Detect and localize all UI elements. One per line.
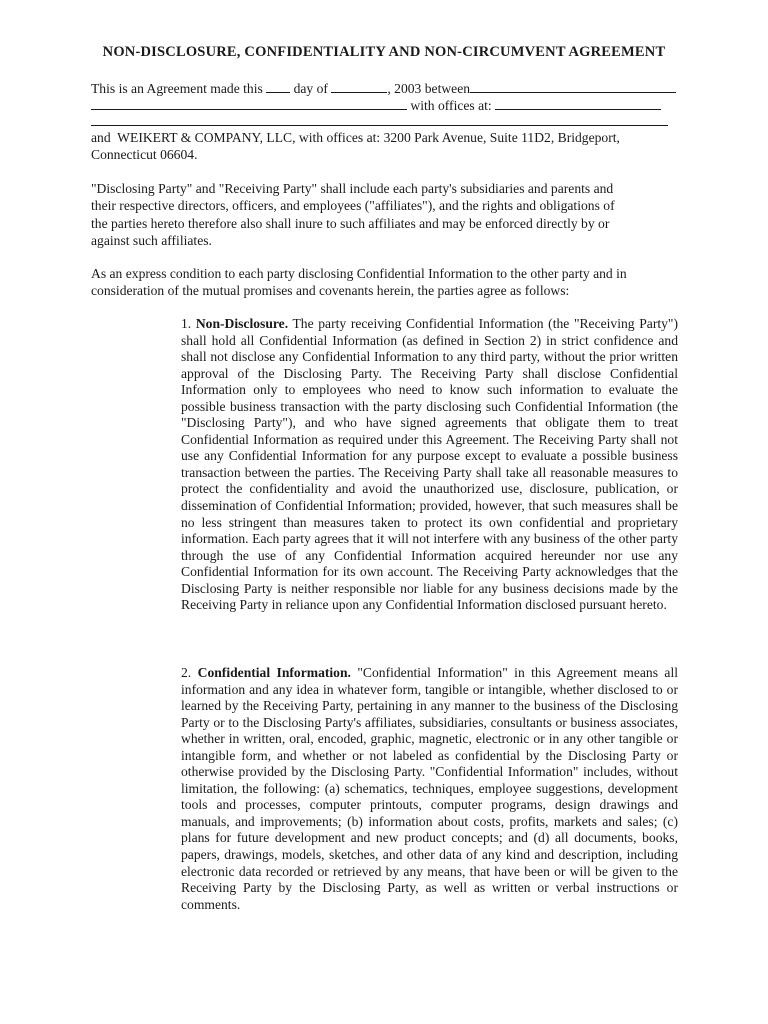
paragraph-line: As an express condition to each party disclosing Confidential Information to the other party and in [91, 266, 627, 281]
section-heading: Confidential Information. [197, 665, 351, 680]
month-blank [331, 80, 387, 93]
section-heading: Non-Disclosure. [195, 316, 289, 331]
section-number: 2. [181, 665, 192, 680]
paragraph-line: the parties hereto therefore also shall inure to such affiliates and may be enforced directly by or [91, 215, 610, 231]
intro-paragraph [91, 80, 679, 115]
address-blank-line [91, 125, 668, 126]
party-line-blank [91, 97, 407, 110]
weikert-line-1: and WEIKERT & COMPANY, LLC, with offices at: 3200 Park Avenue, Suite 11D2, Bridgeport, [91, 130, 620, 145]
section-body: The party receiving Confidential Information (the "Receiving Party") shall hold all Confidential Information (as defined in Section 2) in strict confidence and shall not disclose any Confidential Information to any third party, without the prior written approval of the Disclosing Party. The Receiving Party shall disclose Confidential Information only to employees who need to know such information to evaluate the possible business transaction with the party disclosing such Confidential Information (the "Disclosing Party"), and who have signed agreements that obligate them to treat Confidential Information as required under this Agreement. The Receiving Party shall not use any Confidential Information for any purpose except to evaluate a possible business transaction between the parties. The Receiving Party shall take all reasonable measures to protect the confidentiality and avoid the unauthorized use, disclosure, publication, or dissemination of Confidential Information; provided, however, that such measures shall be no less stringent than measures taken to protect its own confidential and proprietary information. Each party agrees that it will not interfere with any business of the other party through the use of any Confidential Information acquired hereunder nor use any Confidential Information for its own account. The Receiving Party acknowledges that the Disclosing Party is neither responsible nor liable for any business decisions made by the Receiving Party in reliance upon any Confidential Information disclosed pursuant hereto. [181, 316, 679, 613]
offices-blank [495, 97, 661, 110]
paragraph-line: consideration of the mutual promises and covenants herein, the parties agree as follows: [91, 283, 570, 299]
party-name-blank [470, 80, 676, 93]
section-number: 1. [181, 316, 192, 331]
intro-line-2 [91, 97, 679, 114]
weikert-paragraph [91, 129, 679, 164]
condition-paragraph [91, 265, 679, 300]
page-title: NON-DISCLOSURE, CONFIDENTIALITY AND NON-CIRCUMVENT AGREEMENT [102, 44, 666, 60]
day-blank [266, 80, 290, 93]
section-confidential-information [181, 665, 678, 913]
intro-text-offices: with offices at: [410, 98, 492, 114]
intro-text-made-this: This is an Agreement made this [91, 81, 263, 96]
intro-line-1 [91, 80, 679, 97]
paragraph-line: "Disclosing Party" and "Receiving Party" shall include each party's subsidiaries and parents and [91, 181, 614, 196]
paragraph-line: their respective directors, officers, and employees ("affiliates"), and the rights and obligations of [91, 198, 615, 214]
parties-paragraph [91, 180, 679, 249]
paragraph-line: against such affiliates. [91, 232, 212, 248]
section-non-disclosure [181, 316, 678, 614]
intro-text-day-of: day of [293, 81, 328, 96]
intro-text-year: , 2003 between [387, 81, 471, 96]
weikert-line-2: Connecticut 06604. [91, 147, 198, 163]
section-body: "Confidential Information" in this Agreement means all information and any idea in whatever form, tangible or intangible, whether disclosed to or learned by the Receiving Party, pertaining in any manner to the business of the Disclosing Party or to the Disclosing Party's affiliates, subsidiaries, consultants or business associates, whether in written, oral, encoded, graphic, magnetic, electronic or in any other tangible or intangible form, and whether or not labeled as confidential by the Disclosing Party or otherwise provided by the Disclosing Party. "Confidential Information" includes, without limitation, the following: (a) schematics, techniques, employee suggestions, development tools and processes, computer printouts, computer programs, design drawings and manuals, and improvements; (b) information about costs, profits, markets and sales; (c) plans for future development and new product concepts; and (d) all documents, books, papers, drawings, models, sketches, and other data of any kind and description, including electronic data recorded or retrieved by any means, that have been or will be given to the Receiving Party by the Disclosing Party, as well as written or verbal instructions or comments. [181, 665, 678, 912]
